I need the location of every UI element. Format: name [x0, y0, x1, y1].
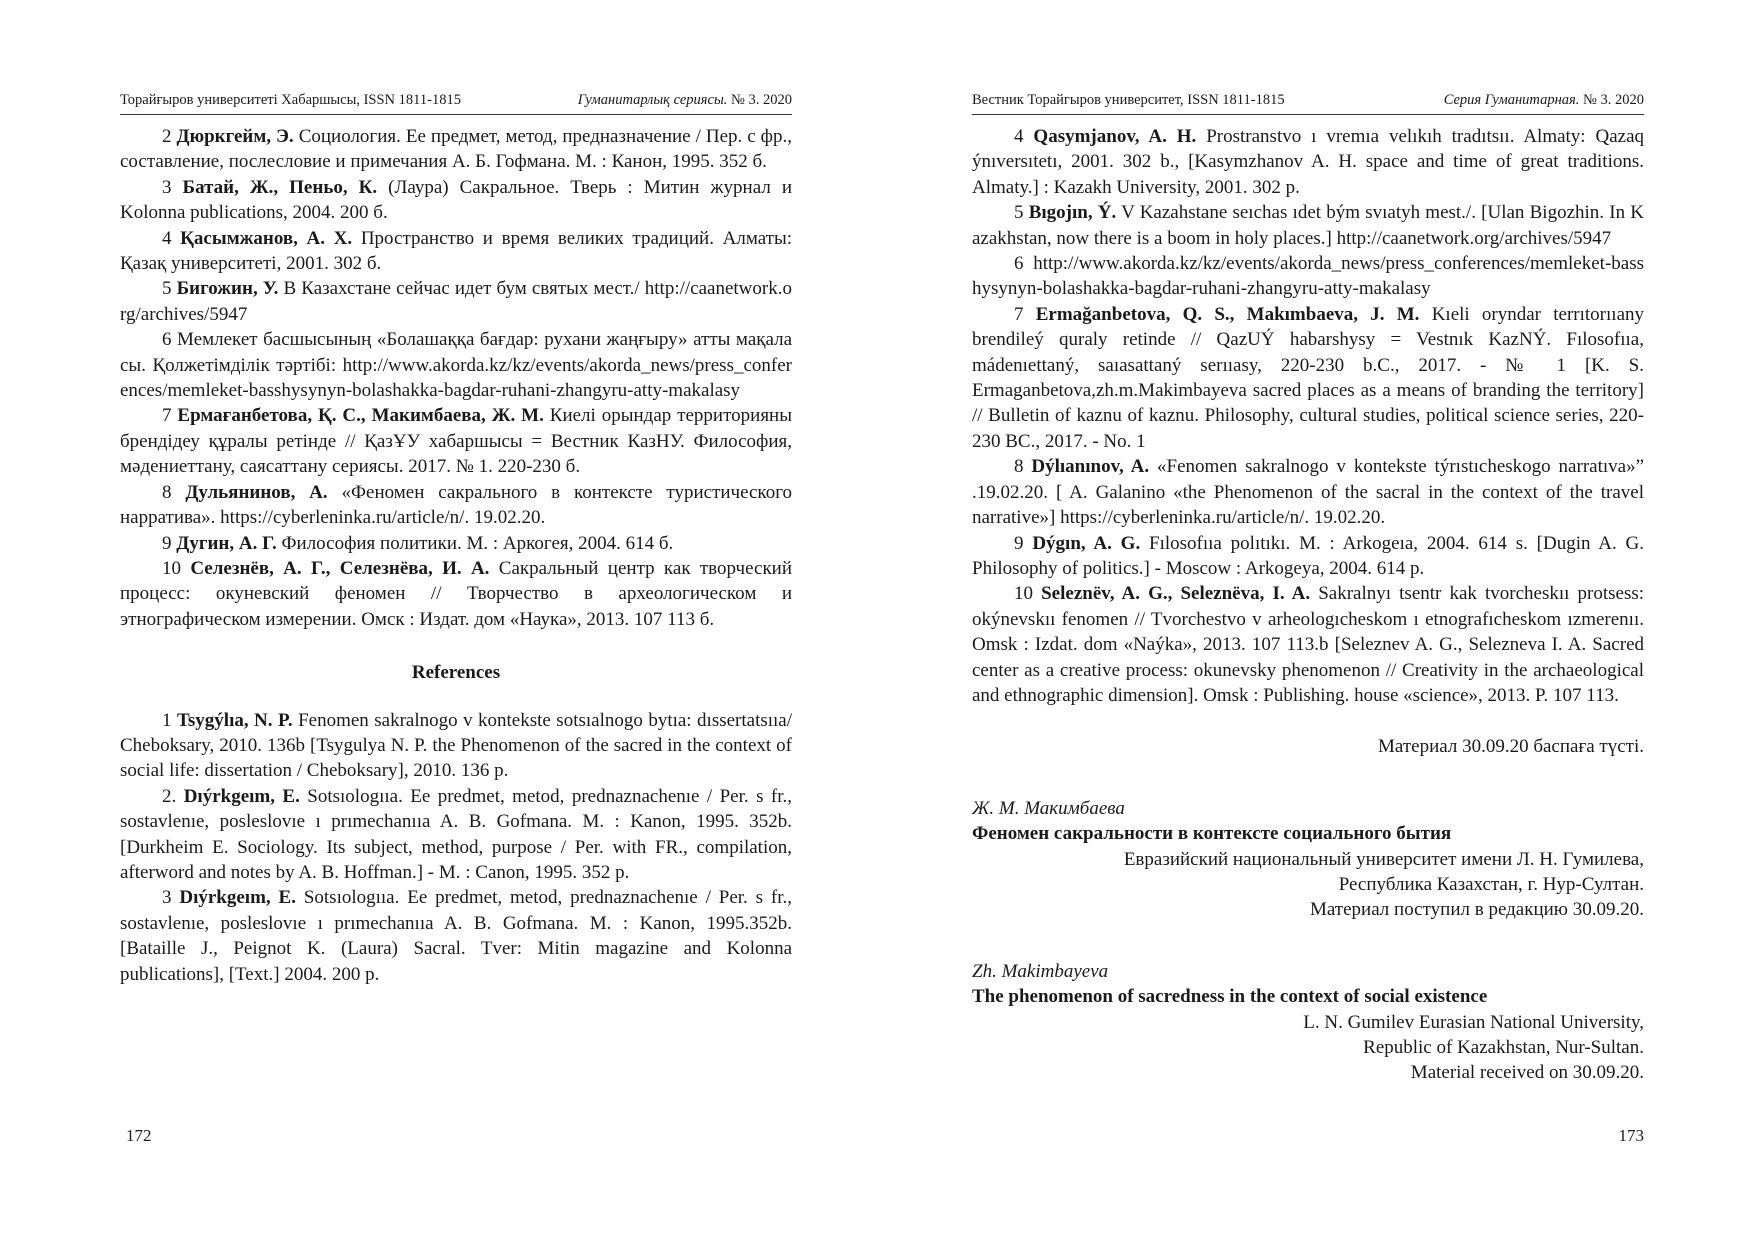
- en-abstract-block: [972, 959, 1644, 1086]
- abstract-affiliation: Евразийский национальный университет имени Л. Н. Гумилева,: [1123, 848, 1644, 870]
- submission-note: Материал 30.09.20 баспаға түсті.: [1378, 736, 1644, 758]
- references-heading: References: [411, 662, 501, 684]
- series-name: Серия Гуманитарная.: [1443, 92, 1580, 108]
- reference-item: 10 Селезнёв, А. Г., Селезнёва, И. А. Сакральный центр как творческий процесс: окуневский феномен // Творчество в археологическом и этнографическом измерении. Омск : Издат. дом «Наука», 2013. 107 113 б.: [120, 557, 793, 630]
- abstract-title: The phenomenon of sacredness in the context of social existence: [972, 986, 1488, 1008]
- right-page-body: [972, 124, 1644, 1086]
- abstract-received: Материал поступил в редакцию 30.09.20.: [1309, 899, 1644, 921]
- running-head-left: [120, 92, 792, 115]
- reference-item: 2. Dıýrkgeım, E. Sotsıologııa. Ee predmet, metod, prednaznachenıe / Per. s fr., sostavlenıe, posleslovıe ı prımechanııa A. B. Gofmana. M. : Kanon, 1995. 352b. [Durkheim E. Sociology. Its subject, method, purpose / Per. with FR., compilation, afterword and notes by A. B. Hoffman.] - M. : Canon, 1995. 352 p.: [120, 785, 793, 883]
- abstract-author: Ж. М. Макимбаева: [972, 797, 1125, 819]
- reference-item: 3 Батай, Ж., Пеньо, К. (Лаура) Сакральное. Тверь : Митин журнал и Kolonna publications, 2004. 200 б.: [120, 176, 792, 224]
- reference-item: 5 Бигожин, У. В Казахстане сейчас идет бум святых мест./ http://caanetwork.org/archives/5947: [120, 278, 792, 325]
- reference-item: 4 Qasymjanov, A. H. Prostranstvo ı vremıa velıkıh tradıtsıı. Almaty: Qazaq ýnıversıtetı, 2001. 302 b., [Kasymzhanov A. H. space and time of great traditions. Almaty.] : Kazakh University, 2001. 302 p.: [972, 126, 1645, 198]
- reference-list-en-continued: [972, 124, 1644, 708]
- series-issue: [1444, 92, 1644, 109]
- abstract-received: Material received on 30.09.20.: [1410, 1062, 1644, 1084]
- abstract-country: Республика Казахстан, г. Нур-Султан.: [1338, 873, 1644, 895]
- right-page: [972, 0, 1644, 1241]
- journal-name: Вестник Торайгыров университет, ISSN 1811-1815: [972, 92, 1285, 108]
- reference-item: 4 Қасымжанов, А. Х. Пространство и время великих традиций. Алматы: Қазақ университеті, 2001. 302 б.: [120, 227, 793, 275]
- reference-item: 10 Seleznëv, A. G., Seleznëva, I. A. Sakralnyı tsentr kak tvorcheskıı protsess: okýnevskıı fenomen // Tvorchestvo v arheologıcheskom ı etnografıcheskom ızmerenıı. Omsk : Izdat. dom «Naýka», 2013. 107 113.b [Seleznev A. G., Selezneva I. A. Sacred center as a creative process: okunevsky phenomenon // Creativity in the archaeological and ethnographic dimension]. Omsk : Publishing. house «science», 2013. P. 107 113.: [972, 583, 1645, 706]
- reference-list-ru: [120, 124, 792, 632]
- reference-item: 6 Мемлекет басшысының «Болашаққа бағдар: рухани жаңғыру» атты мақаласы. Қолжетімділік тәртібі: http://www.akorda.kz/kz/events/akorda_news/press_conferences/memleket-basshysynyn-bolashakka-bagdar-ruhani-zhangyru-atty-makalasy: [120, 329, 792, 402]
- abstract-country: Republic of Kazakhstan, Nur-Sultan.: [1363, 1037, 1644, 1058]
- page-number: 173: [1618, 1126, 1644, 1145]
- abstract-title: Феномен сакральности в контексте социального бытия: [972, 823, 1452, 845]
- left-page: [120, 0, 792, 1241]
- reference-list-en: [120, 708, 792, 987]
- reference-item: 8 Dýlıanınov, A. «Fenomen sakralnogo v kontekste týrıstıcheskogo narratıva»” .19.02.20. [ A. Galanino «the Phenomenon of the sacral in the context of the travel narrative»] https://cyberleninka.ru/article/n/. 19.02.20.: [972, 456, 1645, 529]
- reference-item: 7 Ермағанбетова, Қ. С., Макимбаева, Ж. М. Киелі орындар территорияны брендідеу құралы ретінде // ҚазҰУ хабаршысы = Вестник КазНУ. Философия, мәдениеттану, саясаттану сериясы. 2017. № 1. 220-230 б.: [120, 405, 792, 478]
- reference-item: 3 Dıýrkgeım, E. Sotsıologııa. Ee predmet, metod, prednaznachenıe / Per. s fr., sostavlenıe, posleslovıe ı prımechanııa A. B. Gofmana. M. : Kanon, 1995.352b. [Bataille J., Peignot K. (Laura) Sacral. Tver: Mitin magazine and Kolonna publications], [Text.] 2004. 200 p.: [120, 887, 793, 985]
- left-page-body: [120, 124, 792, 987]
- abstract-author: Zh. Makimbayeva: [972, 960, 1109, 982]
- reference-item: 5 Bıgojın, Ý. V Kazahstane seıchas ıdet bým svıatyh mest./. [Ulan Bigozhin. In Kazakhstan, now there is a boom in holy places.] http://caanetwork.org/archives/5947: [972, 202, 1644, 249]
- journal-name: Торайғыров университеті Хабаршысы, ISSN 1811-1815: [120, 92, 461, 108]
- reference-item: 8 Дульянинов, А. «Феномен сакрального в контексте туристического нарратива». https://cyberleninka.ru/article/n/. 19.02.20.: [120, 481, 793, 529]
- reference-item: 9 Дугин, А. Г. Философия политики. М. : Аркогея, 2004. 614 б.: [162, 532, 674, 554]
- reference-item: 1 Tsygýlıa, N. P. Fenomen sakralnogo v kontekste sotsıalnogo bytıa: dıssertatsııa/ Cheboksary, 2010. 136b [Tsygulya N. P. the Phenomenon of the sacred in the context of social life: dissertation / Cheboksary], 2010. 136 p.: [120, 709, 793, 782]
- issue-number: № 3. 2020: [731, 92, 792, 108]
- reference-item: 9 Dýgın, A. G. Fılosofııa polıtıkı. M. : Arkogeıa, 2004. 614 s. [Dugin A. G. Philosophy of politics.] - Moscow : Arkogeya, 2004. 614 p.: [972, 532, 1644, 579]
- reference-item: 2 Дюркгейм, Э. Социология. Ее предмет, метод, предназначение / Пер. с фр., составление, послесловие и примечания А. Б. Гофмана. М. : Канон, 1995. 352 б.: [120, 126, 792, 173]
- ru-abstract-block: [972, 796, 1644, 923]
- issue-number: № 3. 2020: [1583, 92, 1644, 108]
- series-issue: [578, 92, 792, 109]
- reference-item: 7 Ermağanbetova, Q. S., Makımbaeva, J. M. Kıeli oryndar terrıtorııany brendileý quraly retinde // QazUÝ habarshysy = Vestnık KazNÝ. Fılosofııa, mádenıettaný, saıasattaný serııasy, 220-230 b.C., 2017. - № 1 [K. S. Ermaganbetova,zh.m.Makimbayeva sacred places as a means of branding the territory] // Bulletin of kaznu of kaznu. Philosophy, cultural studies, political science series, 220-230 BC., 2017. - No. 1: [972, 303, 1644, 452]
- abstract-affiliation: L. N. Gumilev Eurasian National University,: [1303, 1011, 1644, 1033]
- page-number: 172: [126, 1126, 152, 1145]
- running-head-right: [972, 92, 1644, 115]
- series-name: Гуманитарлық сериясы.: [577, 92, 728, 108]
- reference-item: 6 http://www.akorda.kz/kz/events/akorda_news/press_conferences/memleket-basshysynyn-bolashakka-bagdar-ruhani-zhangyru-atty-makalasy: [972, 253, 1644, 300]
